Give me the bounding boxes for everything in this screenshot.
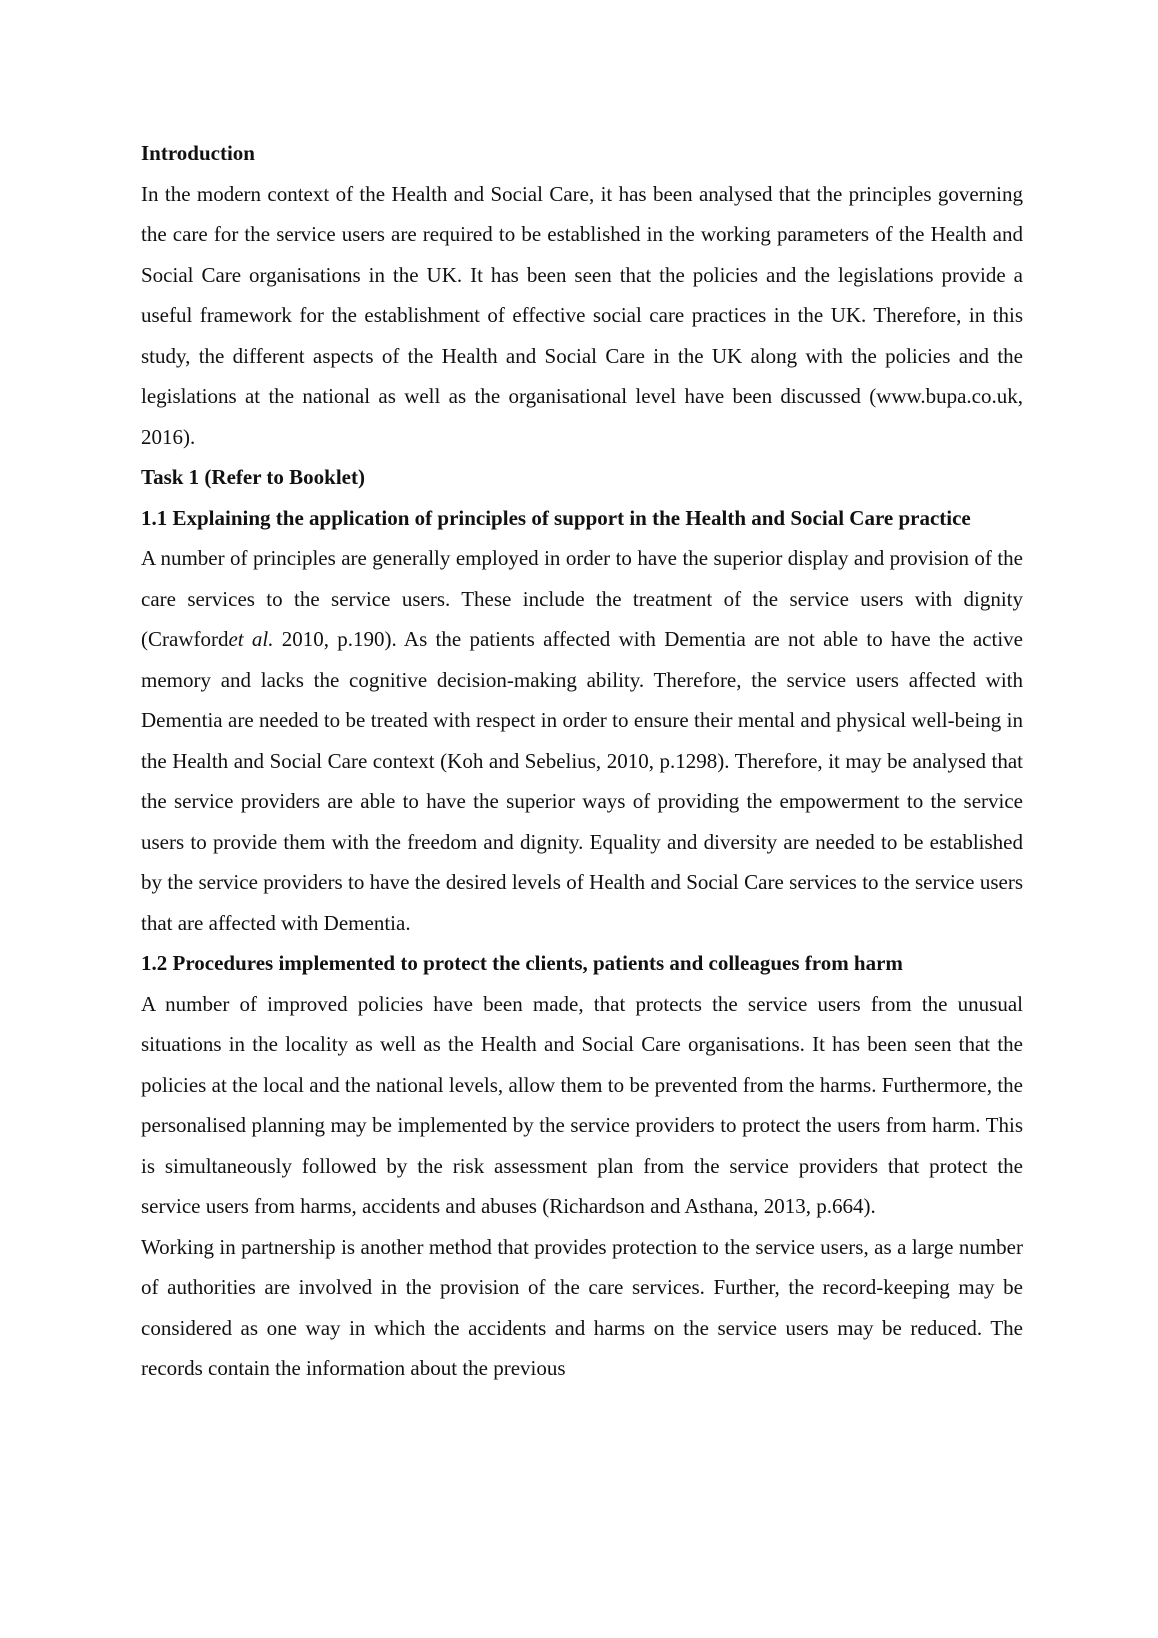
section-1-1-citation-italic: et al. — [228, 627, 274, 651]
section-1-1-text-part1: A number of principles are generally employed in order to have the superior display and provision of the care services to the service users. These include the treatment of the service users with dignity (Crawford — [141, 546, 1023, 651]
section-1-1-text-part2: 2010, p.190). As the patients affected with Dementia are not able to have the active memory and lacks the cognitive decision-making ability. Therefore, the service users affected with Dementia are needed to be treated with respect in order to ensure their mental and physical well-being in the Health and Social Care context (Koh and Sebelius, 2010, p.1298). Therefore, it may be analysed that the service providers are able to have the superior ways of providing the empowerment to the service users to provide them with the freedom and dignity. Equality and diversity are needed to be established by the service providers to have the desired levels of Health and Social Care services to the service users that are affected with Dementia. — [141, 627, 1023, 935]
introduction-paragraph: In the modern context of the Health and Social Care, it has been analysed that the principles governing the care for the service users are required to be established in the working parameters of the Health and Social Care organisations in the UK. It has been seen that the policies and the legislations provide a useful framework for the establishment of effective social care practices in the UK. Therefore, in this study, the different aspects of the Health and Social Care in the UK along with the policies and the legislations at the national as well as the organisational level have been discussed (www.bupa.co.uk, 2016). — [141, 181, 1023, 449]
section-1-2-paragraph-2: Working in partnership is another method that provides protection to the service users, as a large number of authorities are involved in the provision of the care services. Further, the record-keeping may be considered as one way in which the accidents and harms on the service users may be reduced. The records contain the information about the previous — [141, 1234, 1023, 1380]
section-1-1-heading: 1.1 Explaining the application of principles of support in the Health and Social Care practice — [141, 505, 971, 530]
section-1-2-heading: 1.2 Procedures implemented to protect the clients, patients and colleagues from harm — [141, 951, 903, 975]
introduction-heading: Introduction — [141, 141, 255, 165]
section-1-1-paragraph — [141, 538, 1023, 943]
document-page — [141, 133, 1023, 1389]
task-1-heading: Task 1 (Refer to Booklet) — [141, 465, 365, 489]
section-1-2-paragraph-1: A number of improved policies have been made, that protects the service users from the unusual situations in the locality as well as the Health and Social Care organisations. It has been seen that the policies at the local and the national levels, allow them to be prevented from the harms. Furthermore, the personalised planning may be implemented by the service providers to protect the users from harm. This is simultaneously followed by the risk assessment plan from the service providers that protect the service users from harms, accidents and abuses (Richardson and Asthana, 2013, p.664). — [141, 991, 1023, 1218]
